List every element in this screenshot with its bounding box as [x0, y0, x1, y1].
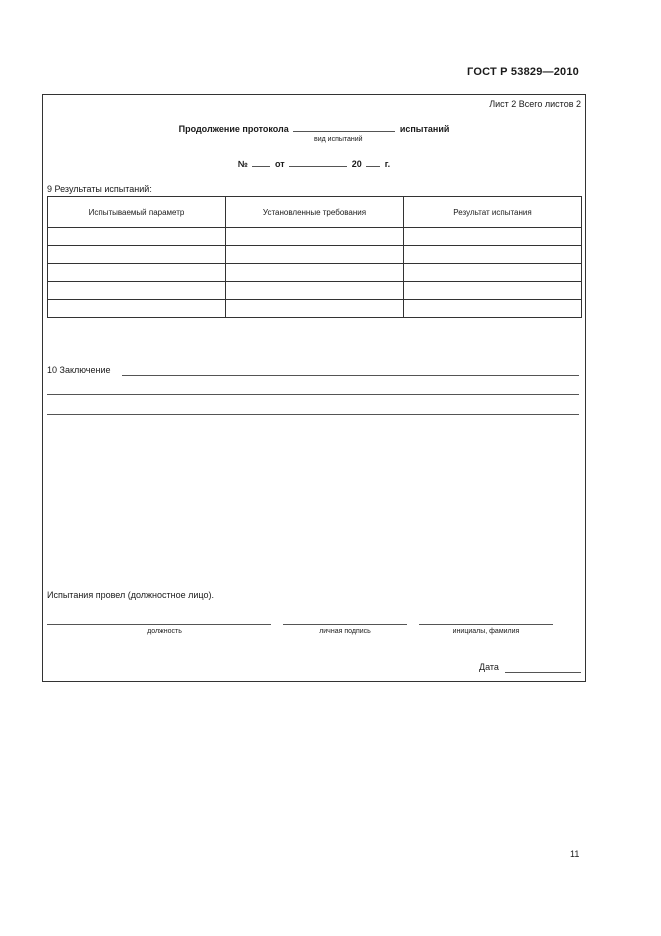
column-header: Результат испытания — [404, 197, 582, 228]
table-cell[interactable] — [404, 264, 582, 282]
table-cell[interactable] — [226, 264, 404, 282]
title-prefix: Продолжение протокола — [178, 124, 289, 134]
table-row — [48, 282, 582, 300]
name-label: инициалы, фамилия — [452, 628, 520, 635]
table-cell[interactable] — [48, 300, 226, 318]
table-cell[interactable] — [226, 300, 404, 318]
table-cell[interactable] — [226, 282, 404, 300]
conclusion-line[interactable] — [47, 394, 579, 395]
table-cell[interactable] — [48, 282, 226, 300]
table-cell[interactable] — [48, 264, 226, 282]
table-cell[interactable] — [404, 282, 582, 300]
table-cell[interactable] — [404, 300, 582, 318]
conclusion-label: 10 Заключение — [47, 365, 111, 375]
protocol-title — [43, 123, 585, 134]
table-row — [48, 228, 582, 246]
test-type-hint: вид испытаний — [314, 136, 363, 143]
standard-code: ГОСТ Р 53829—2010 — [467, 66, 579, 78]
table-cell[interactable] — [226, 228, 404, 246]
table-cell[interactable] — [404, 246, 582, 264]
table-cell[interactable] — [226, 246, 404, 264]
conclusion-line[interactable] — [47, 414, 579, 415]
number-label: № — [237, 159, 248, 169]
year-prefix: 20 — [351, 159, 362, 169]
position-line[interactable] — [47, 624, 271, 625]
signature-line[interactable] — [283, 624, 407, 625]
page-number: 11 — [570, 849, 580, 859]
protocol-form — [42, 94, 586, 682]
results-section-title: 9 Результаты испытаний: — [47, 184, 152, 194]
protocol-number-line — [43, 158, 585, 169]
date-line[interactable] — [505, 672, 581, 673]
table-cell[interactable] — [48, 228, 226, 246]
table-header-row — [48, 197, 582, 228]
table-row — [48, 300, 582, 318]
results-table — [47, 196, 582, 318]
sheet-info: Лист 2 Всего листов 2 — [489, 99, 581, 109]
signature-label: личная подпись — [319, 628, 371, 635]
position-label: должность — [147, 628, 182, 635]
date-blank[interactable] — [289, 158, 347, 167]
title-suffix: испытаний — [399, 124, 450, 134]
table-row — [48, 246, 582, 264]
test-type-blank[interactable] — [293, 123, 395, 132]
tested-by-label: Испытания провел (должностное лицо). — [47, 590, 214, 600]
date-label: Дата — [479, 662, 499, 672]
number-blank[interactable] — [252, 158, 270, 167]
table-cell[interactable] — [404, 228, 582, 246]
column-header: Установленные требования — [226, 197, 404, 228]
table-cell[interactable] — [48, 246, 226, 264]
conclusion-line[interactable] — [122, 375, 579, 376]
name-line[interactable] — [419, 624, 553, 625]
column-header: Испытываемый параметр — [48, 197, 226, 228]
year-blank[interactable] — [366, 158, 380, 167]
table-row — [48, 264, 582, 282]
year-suffix: г. — [384, 159, 391, 169]
from-label: от — [274, 159, 285, 169]
